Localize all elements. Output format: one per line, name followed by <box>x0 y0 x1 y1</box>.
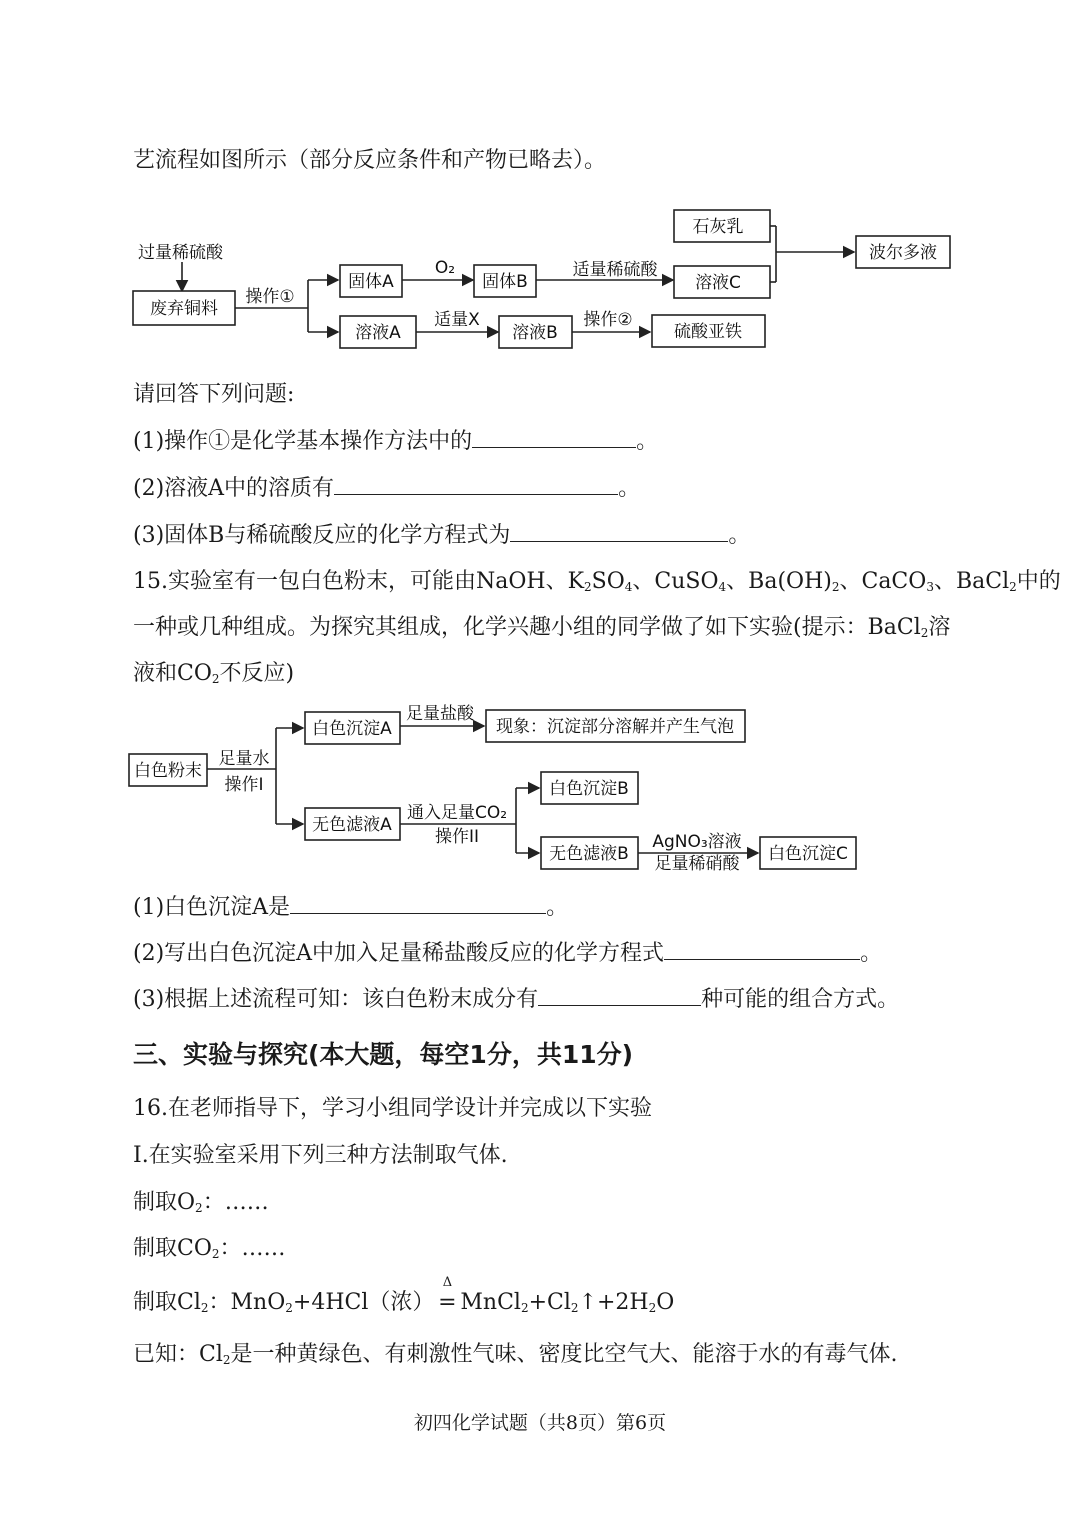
flow2-water: 足量水 <box>218 749 270 769</box>
q15-line1: 15.实验室有一包白色粉末，可能由NaOH、$K_2SO_4$、CuSO$_4$、$Ba(OH)_2$、CaCO$_3$、BaCl$_2$中的 <box>133 569 1061 594</box>
flow2-hcl: 足量盐酸 <box>406 704 474 724</box>
heat-condition: Δ = <box>438 1275 457 1315</box>
q16-known: 已知：$Cl_2$是一种黄绿色、有刺激性气味、密度比空气大、能溶于水的有毒气体. <box>133 1342 898 1367</box>
flow2-op2: 操作II <box>434 827 480 847</box>
q14-prompt: 请回答下列问题: <box>133 382 295 407</box>
q16-cl2-equation: 制取$Cl_2$：MnO$_2$+4HCl（浓） Δ = $MnCl_2+Cl_2↑+2H_2O$ <box>133 1288 674 1323</box>
q15-q2: (2)写出白色沉淀A中加入足量稀盐酸反应的化学方程式 。 <box>133 941 883 966</box>
flow1-x: 适量X <box>434 310 480 330</box>
answer-blank[interactable] <box>510 521 728 542</box>
flow2-filtrate-a: 无色滤液A <box>312 815 392 835</box>
q16-part1: Ⅰ.在实验室采用下列三种方法制取气体. <box>133 1143 508 1168</box>
flow2-precip-b: 白色沉淀B <box>549 779 629 799</box>
flow1-start: 废弃铜料 <box>150 299 218 319</box>
flow1-top-label: 过量稀硫酸 <box>138 243 223 263</box>
q15-q3: (3)根据上述流程可知：该白色粉末成分有 种可能的组合方式。 <box>133 987 900 1012</box>
q14-q2: (2)溶液A中的溶质有 。 <box>133 476 641 501</box>
flow2-precip-c: 白色沉淀C <box>768 844 848 864</box>
answer-blank[interactable] <box>538 985 701 1006</box>
q16-o2: 制取$O_2$：…… <box>133 1190 269 1215</box>
flow2-phenomenon: 现象：沉淀部分溶解并产生气泡 <box>496 717 734 737</box>
flow2-hno3: 足量稀硝酸 <box>654 854 740 874</box>
q16-intro: 16.在老师指导下，学习小组同学设计并完成以下实验 <box>133 1096 652 1121</box>
q15-q1: (1)白色沉淀A是 。 <box>133 895 569 920</box>
answer-blank[interactable] <box>472 427 636 448</box>
intro-text: 艺流程如图所示（部分反应条件和产物已略去）。 <box>133 148 607 173</box>
q14-q1: (1)操作①是化学基本操作方法中的 。 <box>133 429 659 454</box>
q15-line2: 一种或几种组成。为探究其组成，化学兴趣小组的同学做了如下实验(提示：BaCl$_2$溶 <box>133 615 951 640</box>
flow1-solid-a: 固体A <box>348 272 394 292</box>
flow1-solution-a: 溶液A <box>355 323 401 343</box>
flowchart-2 <box>0 690 1080 890</box>
q14-q3: (3)固体B与稀硫酸反应的化学方程式为 。 <box>133 523 751 548</box>
page-footer: 初四化学试题（共8页）第6页 <box>413 1412 667 1434</box>
flow2-co2: 通入足量CO₂ <box>406 803 508 823</box>
flowchart-1 <box>0 0 1080 360</box>
section-3-title: 三、实验与探究(本大题，每空1分，共11分) <box>133 1040 634 1069</box>
flow1-solution-c: 溶液C <box>695 273 741 293</box>
flow2-op1: 操作I <box>224 775 264 795</box>
flow1-o2: O₂ <box>434 258 456 278</box>
flow1-bordeaux: 波尔多液 <box>869 243 937 263</box>
q15-line3: 液和$CO_2$不反应) <box>133 661 295 686</box>
flow2-filtrate-b: 无色滤液B <box>549 844 629 864</box>
q16-co2: 制取$CO_2$：…… <box>133 1236 286 1261</box>
answer-blank[interactable] <box>290 893 546 914</box>
flow1-op2: 操作② <box>583 310 633 330</box>
flow2-agno3: AgNO₃溶液 <box>652 832 742 852</box>
flow2-powder: 白色粉末 <box>134 761 202 781</box>
flow2-precip-a: 白色沉淀A <box>312 719 392 739</box>
answer-blank[interactable] <box>664 939 860 960</box>
flow1-lime: 石灰乳 <box>692 217 744 237</box>
answer-blank[interactable] <box>334 474 618 495</box>
flow1-op1: 操作① <box>245 287 295 307</box>
flow1-acid: 适量稀硫酸 <box>572 260 658 280</box>
flow1-ferrous: 硫酸亚铁 <box>674 322 742 342</box>
flow1-solution-b: 溶液B <box>512 323 558 343</box>
flow1-solid-b: 固体B <box>482 272 528 292</box>
